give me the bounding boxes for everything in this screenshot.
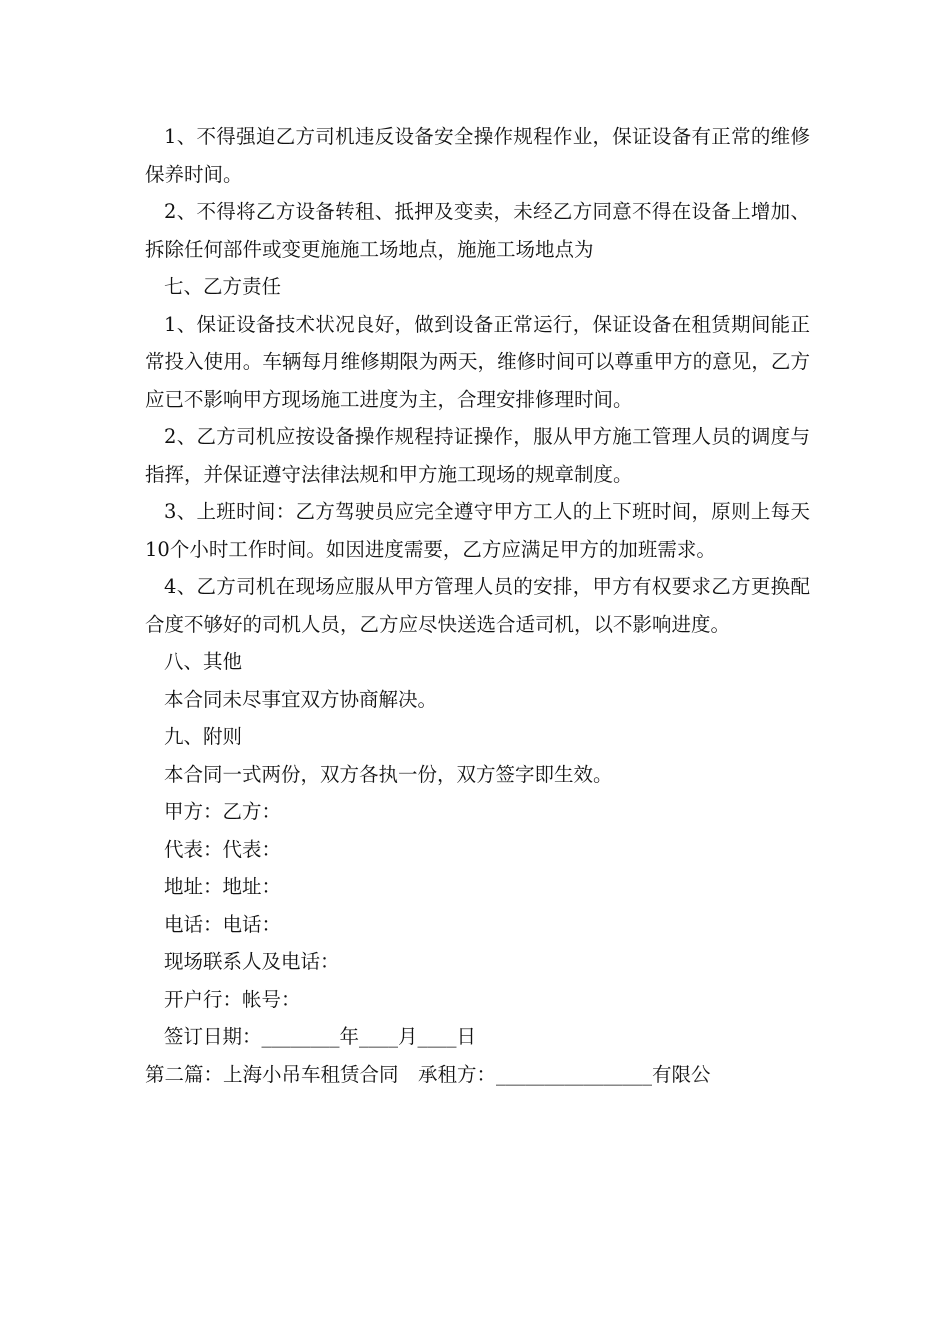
signature-address-line: 地址：地址： [164, 875, 282, 898]
document-body [145, 118, 810, 1093]
clause-4-driver-replacement: 4、乙方司机在现场应服从甲方管理人员的安排，甲方有权要求乙方更换配合度不够好的司机人员，乙方应尽快送选合适司机，以不影响进度。 [145, 575, 810, 636]
clause-2-no-sublease: 2、不得将乙方设备转租、抵押及变卖，未经乙方同意不得在设备上增加、拆除任何部件或变更施施工场地点，施施工场地点为 [145, 200, 810, 261]
bank-account-line: 开户行：帐号： [164, 987, 301, 1011]
clause-1-equipment-condition: 1、保证设备技术状况良好，做到设备正常运行，保证设备在租赁期间能正常投入使用。车辆每月维修期限为两天，维修时间可以尊重甲方的意见，乙方应已不影响甲方现场施工进度为主，合理安排修理时间。 [145, 312, 810, 411]
signature-parties-line: 甲方：乙方： [164, 800, 282, 823]
section-heading-party-b-responsibility: 七、乙方责任 [164, 275, 282, 298]
clause-1-forced-operation: 1、不得强迫乙方司机违反设备安全操作规程作业，保证设备有正常的维修保养时间。 [145, 125, 810, 186]
clause-2-driver-certification: 2、乙方司机应按设备操作规程持证操作，服从甲方施工管理人员的调度与指挥，并保证遵守法律法规和甲方施工现场的规章制度。 [145, 425, 810, 486]
clause-3-working-hours: 3、上班时间：乙方驾驶员应完全遵守甲方工人的上下班时间，原则上每天10个小时工作时间。如因进度需要，乙方应满足甲方的加班需求。 [145, 500, 810, 561]
signature-representative-line: 代表：代表： [164, 837, 282, 861]
other-clause-text: 本合同未尽事宜双方协商解决。 [164, 687, 438, 711]
section-heading-other: 八、其他 [164, 650, 243, 673]
second-contract-title-line: 第二篇：上海小吊车租赁合同 承租方：________________有限公 [145, 1062, 711, 1086]
appendix-clause-text: 本合同一式两份，双方各执一份，双方签字即生效。 [164, 762, 613, 786]
section-heading-appendix: 九、附则 [164, 725, 243, 748]
signing-date-line: 签订日期：________年____月____日 [164, 1025, 477, 1048]
signature-phone-line: 电话：电话： [164, 912, 282, 936]
site-contact-line: 现场联系人及电话： [164, 950, 340, 973]
